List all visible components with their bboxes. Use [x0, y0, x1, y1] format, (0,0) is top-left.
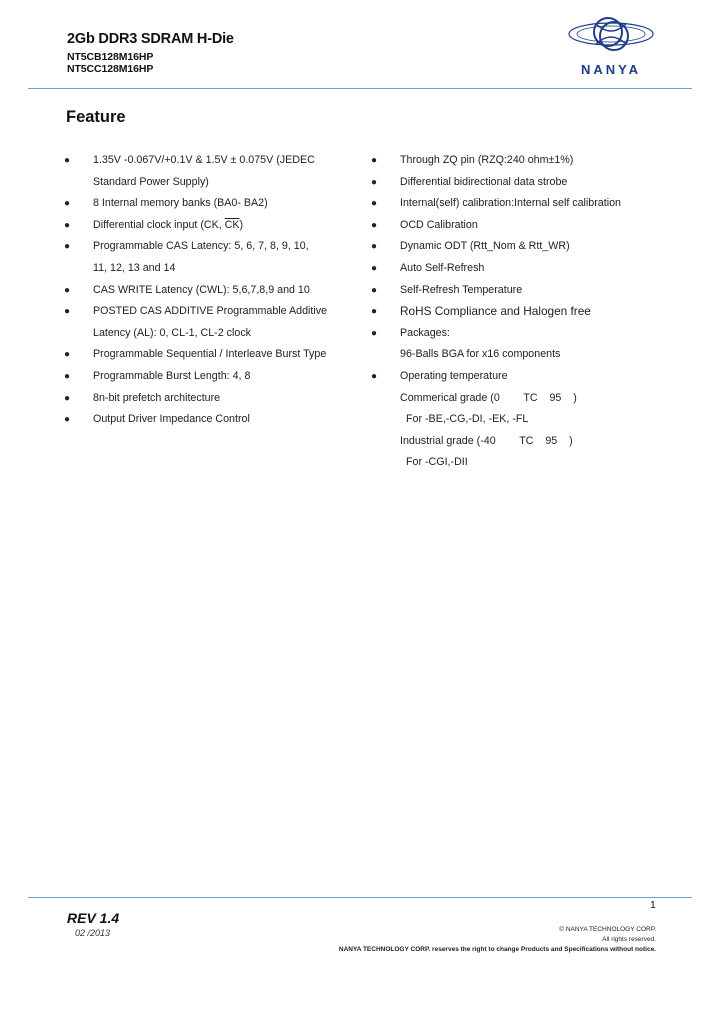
header-part-number-1: NT5CB128M16HP: [67, 51, 154, 63]
bullet-icon: ●: [64, 306, 71, 318]
list-item: ● 8n-bit prefetch architecture: [64, 388, 354, 410]
footer-divider: [28, 897, 692, 898]
bullet-icon: ●: [371, 284, 378, 296]
bullet-icon: ●: [371, 370, 378, 382]
list-item: ● Operating temperature: [371, 366, 671, 388]
packages-detail: 96-Balls BGA for x16 components: [400, 348, 561, 361]
list-item: ● Programmable CAS Latency: 5, 6, 7, 8, 9, 10, 11, 12, 13 and 14: [64, 236, 354, 279]
list-item: ● RoHS Compliance and Halogen free: [371, 301, 671, 323]
bullet-icon: ●: [371, 306, 378, 318]
list-item: ● Dynamic ODT (Rtt_Nom & Rtt_WR): [371, 236, 671, 258]
copyright-notice: © NANYA TECHNOLOGY CORP. All rights reserved. NANYA TECHNOLOGY CORP. reserves the right to change Products and Specifications without notice.: [338, 926, 656, 953]
feature-list-right: [371, 150, 671, 474]
bullet-icon: ●: [64, 241, 71, 253]
list-item: ● 1.35V -0.067V/+0.1V & 1.5V ± 0.075V (JEDEC Standard Power Supply): [64, 150, 354, 193]
bullet-icon: ●: [64, 414, 71, 426]
bullet-icon: ●: [371, 176, 378, 188]
list-item: ● Differential bidirectional data strobe: [371, 172, 671, 194]
bullet-icon: ●: [64, 155, 71, 166]
bullet-icon: ●: [64, 284, 71, 296]
header-part-number-2: NT5CC128M16HP: [67, 63, 154, 75]
bullet-icon: ●: [64, 349, 71, 361]
list-item: ● Self-Refresh Temperature: [371, 280, 671, 302]
list-item: ● 8 Internal memory banks (BA0- BA2): [64, 193, 354, 215]
list-item: ● Differential clock input (CK, $\overline{CK}$): [64, 215, 354, 237]
list-item: ● Programmable Burst Length: 4, 8: [64, 366, 354, 388]
header-title: 2Gb DDR3 SDRAM H-Die: [67, 31, 234, 47]
bullet-icon: ●: [371, 219, 378, 231]
list-item: ● POSTED CAS ADDITIVE Programmable Additive Latency (AL): 0, CL-1, CL-2 clock: [64, 301, 354, 344]
list-item: ● Packages:: [371, 323, 671, 345]
bullet-icon: ●: [371, 241, 378, 253]
list-item: ● Internal(self) calibration:Internal self calibration: [371, 193, 671, 215]
list-item: ● Through ZQ pin (RZQ:240 ohm±1%): [371, 150, 671, 172]
bullet-icon: ●: [64, 370, 71, 382]
bullet-icon: ●: [64, 392, 71, 404]
header-divider: [28, 88, 692, 89]
revision-label: REV 1.4: [67, 910, 120, 926]
bullet-icon: ●: [64, 198, 71, 210]
commercial-grade-speed-bins: For -BE,-CG,-DI, -EK, -FL: [406, 413, 529, 426]
commercial-grade: Commerical grade (0 TC 95 ): [400, 391, 577, 404]
list-item: ● OCD Calibration: [371, 215, 671, 237]
industrial-grade-speed-bins: For -CGI,-DII: [406, 456, 468, 469]
bullet-icon: ●: [371, 262, 378, 274]
list-item: ● Programmable Sequential / Interleave Burst Type: [64, 344, 354, 366]
revision-date: 02 /2013: [75, 928, 111, 938]
bullet-icon: ●: [371, 327, 378, 339]
list-item: ● Auto Self-Refresh: [371, 258, 671, 280]
bullet-icon: ●: [371, 198, 378, 210]
page-number: 1: [650, 899, 656, 911]
section-title: Feature: [66, 108, 126, 126]
logo-text: NANYA: [580, 62, 642, 77]
bullet-icon: ●: [64, 219, 71, 231]
industrial-grade: Industrial grade (-40 TC 95 ): [400, 434, 573, 447]
feature-list-left: [64, 150, 354, 431]
bullet-icon: ●: [371, 155, 378, 166]
list-item: ● CAS WRITE Latency (CWL): 5,6,7,8,9 and 10: [64, 280, 354, 302]
list-item: ● Output Driver Impedance Control: [64, 409, 354, 431]
